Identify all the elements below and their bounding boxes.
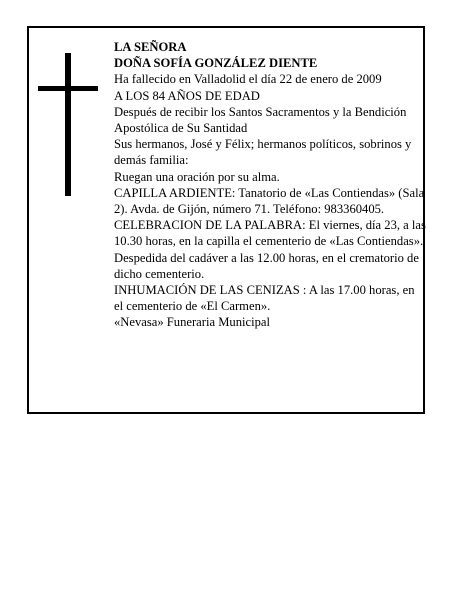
celebration-details: : El viernes, día 23, a las 10.30 horas, en la capilla el cementerio de «Las Contiendas». Despedida del cadáver a las 12.00 horas, en el crematorio de dicho cementerio. [114, 218, 426, 281]
death-statement: Ha fallecido en Valladolid el día 22 de enero de 2009 [114, 72, 382, 87]
chapel-label: CAPILLA ARDIENTE [114, 185, 232, 200]
inhumation-details: : A las 17.00 horas, en el cementerio de «El Carmen». [114, 283, 415, 314]
sacraments-statement: Después de recibir los Santos Sacramentos y la Bendición Apostólica de Su Santidad [114, 104, 407, 136]
celebration-paragraph [114, 217, 426, 282]
obituary-text [114, 39, 426, 331]
chapel-details: : Tanatorio de «Las Contiendas» (Sala 2). Avda. de Gijón, número 71. Teléfono: 983360405. [114, 185, 425, 217]
cross-icon [38, 53, 98, 196]
celebration-label: CELEBRACION DE LA PALABRA [114, 218, 303, 233]
family-statement: Sus hermanos, José y Félix; hermanos políticos, sobrinos y demás familia: [114, 137, 412, 168]
cross-horizontal-bar [38, 86, 98, 91]
inhumation-label: INHUMACIÓN DE LAS CENIZAS [114, 283, 300, 298]
notice-title: LA SEÑORA [114, 40, 187, 54]
inhumation-paragraph [114, 282, 426, 314]
funeral-home: «Nevasa» Funeraria Municipal [114, 315, 270, 330]
cross-vertical-bar [65, 53, 71, 196]
age-statement: A LOS 84 AÑOS DE EDAD [114, 88, 260, 103]
chapel-paragraph [114, 185, 426, 217]
deceased-name: DOÑA SOFÍA GONZÁLEZ DIENTE [114, 56, 318, 71]
prayer-statement: Ruegan una oración por su alma. [114, 169, 280, 184]
